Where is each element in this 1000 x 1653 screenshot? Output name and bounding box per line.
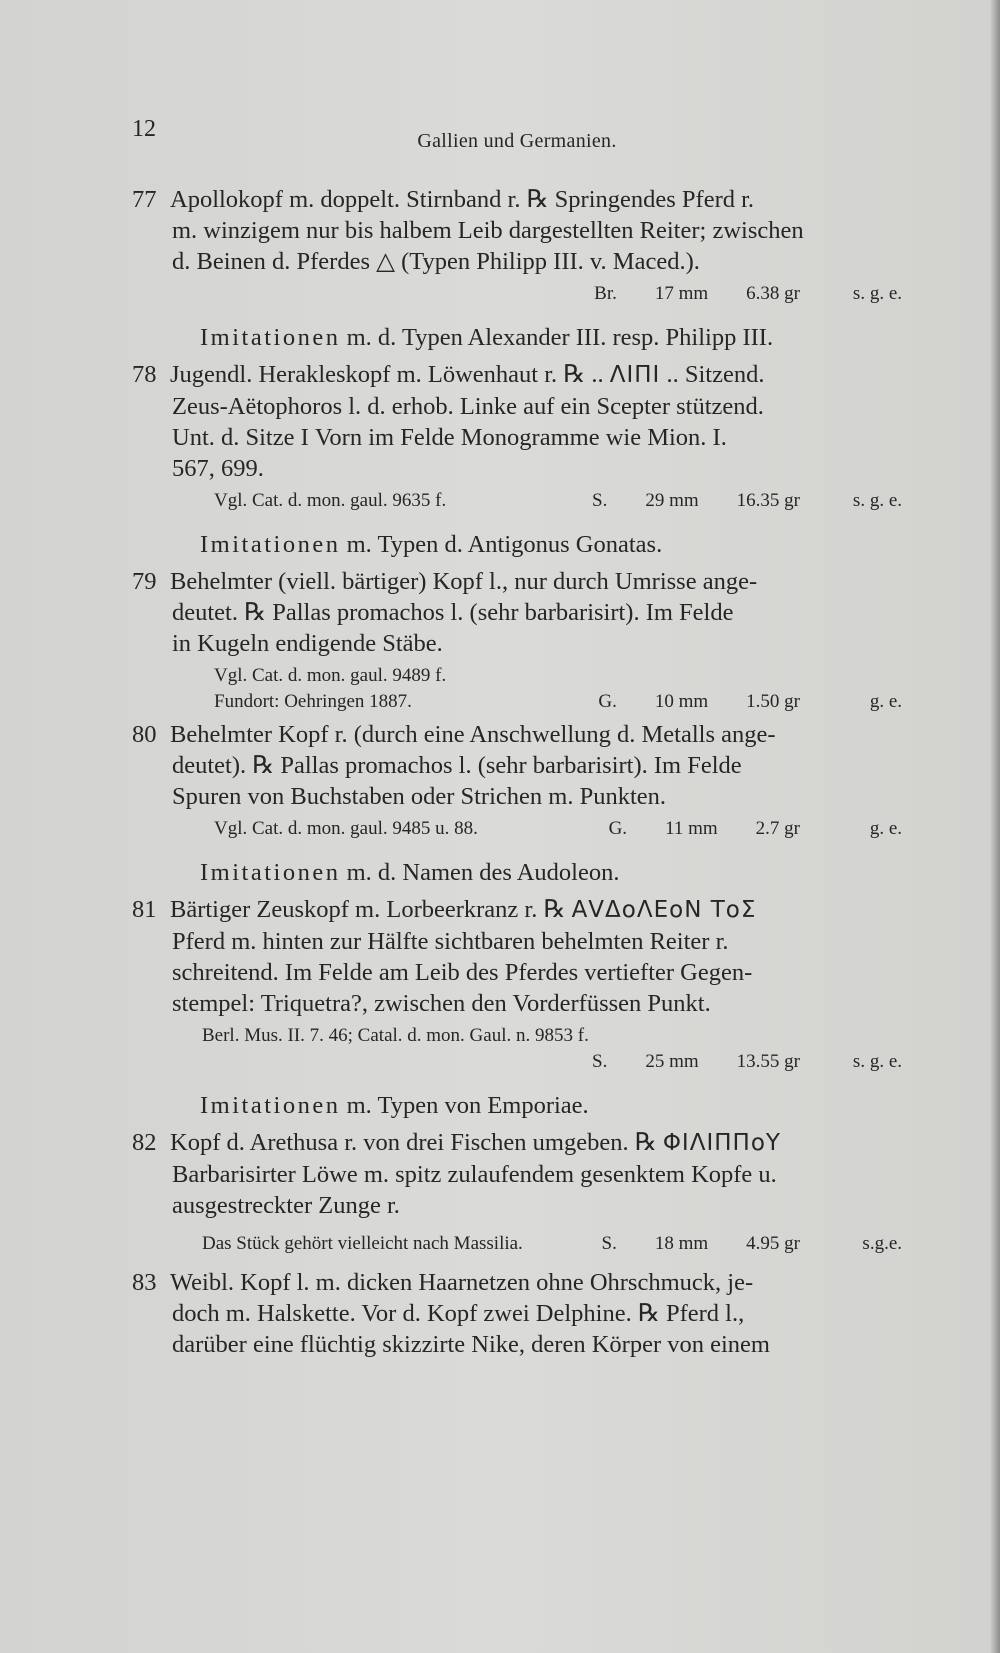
entry-text: Behelmter (viell. bärtiger) Kopf l., nur durch Umrisse ange- xyxy=(170,568,758,595)
entry-number: 78 xyxy=(132,361,157,388)
grade: s.g.e. xyxy=(862,1233,902,1254)
section-heading-spaced: Imitationen xyxy=(200,1092,341,1119)
page-body xyxy=(132,184,902,1360)
entry-number: 81 xyxy=(132,896,157,923)
grade: s. g. e. xyxy=(852,1051,902,1072)
entry-text: Bärtiger Zeuskopf m. Lorbeerkranz r. ℞ xyxy=(170,896,566,923)
diameter: 11 mm xyxy=(665,818,718,839)
metal: G. xyxy=(608,818,628,839)
metal: G. xyxy=(598,691,617,712)
entry-text: stempel: Triquetra?, zwischen den Vorderfüssen Punkt. xyxy=(172,990,711,1017)
entry-text: Jugendl. Herakleskopf m. Löwenhaut r. ℞ .. xyxy=(170,361,604,388)
entry-text: doch m. Halskette. Vor d. Kopf zwei Delphine. ℞ Pferd l., xyxy=(172,1300,745,1327)
metal: S. xyxy=(592,490,608,511)
entry-text: 567, 699. xyxy=(172,455,264,482)
entry-77-meta xyxy=(132,281,902,307)
greek-legend: ΛΙΠΙ xyxy=(609,362,661,388)
grade: g. e. xyxy=(869,818,902,839)
weight: 16.35 gr xyxy=(736,490,800,511)
entry-text: in Kugeln endigende Stäbe. xyxy=(172,630,443,657)
entry-text: ausgestreckter Zunge r. xyxy=(172,1192,400,1219)
diameter: 18 mm xyxy=(654,1233,709,1254)
reference: Berl. Mus. II. 7. 46; Catal. d. mon. Gaul. n. 9853 f. xyxy=(202,1025,589,1046)
entry-number: 80 xyxy=(132,721,157,748)
section-heading xyxy=(132,1089,902,1123)
reference: Vgl. Cat. d. mon. gaul. 9489 f. xyxy=(214,665,447,686)
entry-text: Unt. d. Sitze Ι Vorn im Felde Monogramme wie Mion. I. xyxy=(172,424,727,451)
section-heading-spaced: Imitationen xyxy=(200,324,341,351)
entry-text: Apollokopf m. doppelt. Stirnband r. ℞ Springendes Pferd r. xyxy=(170,186,755,213)
page-header xyxy=(132,116,902,150)
weight: 2.7 gr xyxy=(755,818,800,839)
entry-79-meta xyxy=(132,689,902,715)
entry-80 xyxy=(132,719,902,812)
entry-text: Spuren von Buchstaben oder Strichen m. Punkten. xyxy=(172,783,667,810)
diameter: 10 mm xyxy=(654,691,709,712)
entry-78 xyxy=(132,359,902,484)
weight: 6.38 gr xyxy=(746,283,800,304)
section-heading-rest: m. d. Namen des Audoleon. xyxy=(340,859,620,886)
entry-80-meta xyxy=(132,816,902,842)
reference: Vgl. Cat. d. mon. gaul. 9635 f. xyxy=(214,490,447,511)
metal: S. xyxy=(592,1051,608,1072)
entry-79 xyxy=(132,566,902,659)
entry-82 xyxy=(132,1127,902,1221)
entry-text: Behelmter Kopf r. (durch eine Anschwellung d. Metalls ange- xyxy=(170,721,776,748)
entry-text: schreitend. Im Felde am Leib des Pferdes vertiefter Gegen- xyxy=(172,959,753,986)
diameter: 25 mm xyxy=(645,1051,699,1072)
metal: Br. xyxy=(594,283,617,304)
diameter: 17 mm xyxy=(654,283,709,304)
reference: Vgl. Cat. d. mon. gaul. 9485 u. 88. xyxy=(214,818,478,839)
entry-number: 82 xyxy=(132,1129,157,1156)
section-heading-spaced: Imitationen xyxy=(200,531,341,558)
entry-text: Zeus-Aëtophoros l. d. erhob. Linke auf ein Scepter stützend. xyxy=(172,393,764,420)
running-head: Gallien und Germanien. xyxy=(417,130,617,152)
section-heading xyxy=(132,321,902,355)
section-heading xyxy=(132,856,902,890)
find-spot: Fundort: Oehringen 1887. xyxy=(214,691,412,712)
metal: S. xyxy=(601,1233,617,1254)
entry-text: deutet. ℞ Pallas promachos l. (sehr barbarisirt). Im Felde xyxy=(172,599,734,626)
entry-79-ref xyxy=(132,663,902,689)
section-heading-rest: m. d. Typen Alexander III. resp. Philipp III. xyxy=(340,324,774,351)
section-heading-spaced: Imitationen xyxy=(200,859,341,886)
note: Das Stück gehört vielleicht nach Massilia. xyxy=(202,1233,523,1254)
section-heading-rest: m. Typen d. Antigonus Gonatas. xyxy=(340,531,663,558)
entry-number: 83 xyxy=(132,1269,157,1296)
page-number: 12 xyxy=(132,116,156,142)
entry-text: m. winzigem nur bis halbem Leib dargestellten Reiter; zwischen xyxy=(172,217,804,244)
entry-83 xyxy=(132,1267,902,1360)
entry-text: Barbarisirter Löwe m. spitz zulaufendem gesenktem Kopfe u. xyxy=(172,1161,777,1188)
entry-text: deutet). ℞ Pallas promachos l. (sehr barbarisirt). Im Felde xyxy=(172,752,742,779)
greek-legend: ΦΙΛΙΠΠοΥ xyxy=(662,1130,781,1156)
diameter: 29 mm xyxy=(645,490,699,511)
grade: s. g. e. xyxy=(852,490,902,511)
page-edge-shadow xyxy=(990,0,1000,1653)
grade: s. g. e. xyxy=(852,283,902,304)
greek-legend: ΑVΔοΛΕοΝ ΤοΣ xyxy=(571,897,757,923)
entry-text: Pferd m. hinten zur Hälfte sichtbaren behelmten Reiter r. xyxy=(172,928,729,955)
weight: 4.95 gr xyxy=(746,1233,800,1254)
entry-81 xyxy=(132,894,902,1019)
entry-text: darüber eine flüchtig skizzirte Nike, deren Körper von einem xyxy=(172,1331,770,1358)
entry-text: d. Beinen d. Pferdes △ (Typen Philipp III. v. Maced.). xyxy=(172,248,700,275)
entry-text: Weibl. Kopf l. m. dicken Haarnetzen ohne Ohrschmuck, je- xyxy=(170,1269,754,1296)
section-heading-rest: m. Typen von Emporiae. xyxy=(340,1092,589,1119)
entry-number: 79 xyxy=(132,568,157,595)
entry-number: 77 xyxy=(132,186,157,213)
entry-81-meta xyxy=(132,1049,902,1075)
entry-77 xyxy=(132,184,902,277)
section-heading xyxy=(132,528,902,562)
grade: g. e. xyxy=(869,691,902,712)
weight: 13.55 gr xyxy=(736,1051,800,1072)
entry-78-meta xyxy=(132,488,902,514)
entry-82-meta xyxy=(132,1231,902,1257)
entry-81-ref xyxy=(132,1023,902,1049)
weight: 1.50 gr xyxy=(746,691,800,712)
entry-text: Kopf d. Arethusa r. von drei Fischen umgeben. ℞ xyxy=(170,1129,657,1156)
entry-text: .. Sitzend. xyxy=(666,361,765,388)
